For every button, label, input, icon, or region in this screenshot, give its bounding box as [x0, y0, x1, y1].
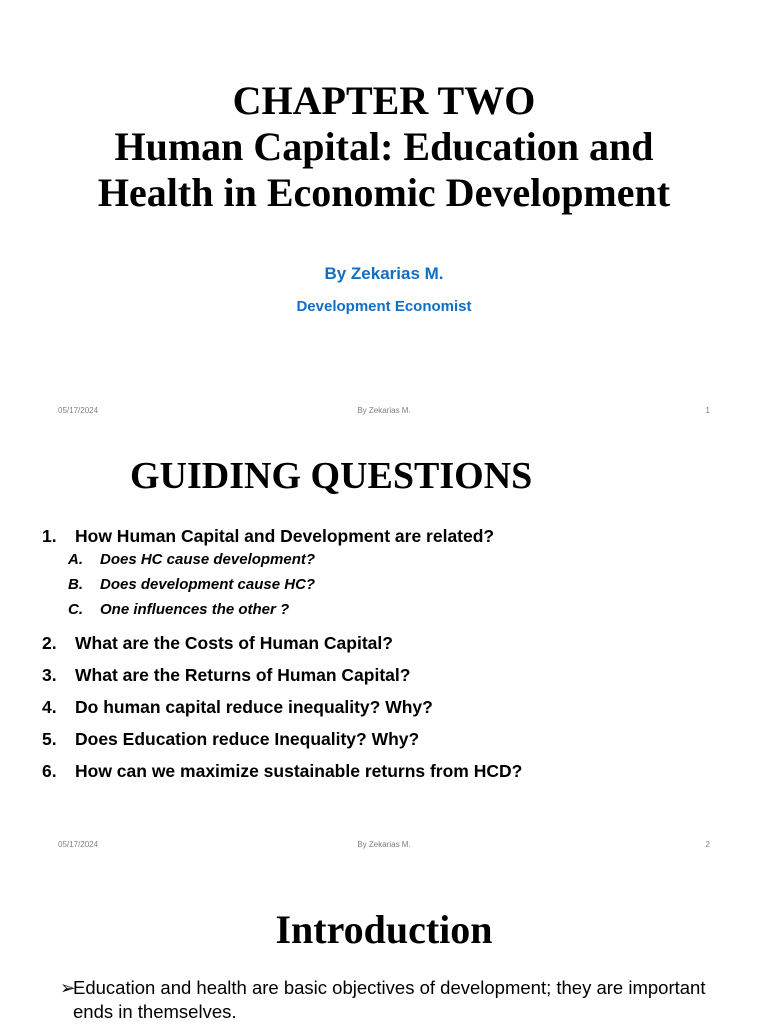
subquestion-item [42, 575, 742, 600]
author-role: Development Economist [296, 298, 472, 315]
title-line-2: Human Capital: Education and [114, 124, 654, 169]
question-text: How Human Capital and Development are related? [75, 526, 495, 546]
subquestion-item [42, 550, 742, 575]
subquestion-letter: A. [68, 551, 83, 568]
question-number: 1. [42, 526, 57, 546]
slide-title [0, 78, 768, 216]
subquestion-text: One influences the other ? [100, 601, 290, 618]
subquestion-letter: C. [68, 601, 83, 618]
subquestion-text: Does HC cause development? [100, 551, 316, 568]
question-number: 4. [42, 697, 57, 717]
question-text: How can we maximize sustainable returns from HCD? [75, 761, 523, 781]
question-item [42, 631, 742, 663]
bullet-item [60, 976, 720, 1024]
footer-date: 05/17/2024 [58, 840, 99, 849]
slide-2 [0, 432, 768, 864]
question-list [42, 524, 742, 791]
question-number: 5. [42, 729, 57, 749]
question-item [42, 695, 742, 727]
question-text: Do human capital reduce inequality? Why? [75, 697, 433, 717]
bullet-text: Education and health are basic objectives of development; they are important ends in themselves. [73, 977, 706, 1022]
footer-page-number: 1 [705, 406, 710, 415]
author-name: By Zekarias M. [324, 264, 444, 283]
question-item [42, 759, 742, 791]
slide-1 [0, 0, 768, 432]
slide-title: Introduction [275, 907, 493, 952]
subquestion-text: Does development cause HC? [100, 576, 316, 593]
question-number: 3. [42, 665, 57, 685]
slide-3 [0, 864, 768, 1024]
question-text: What are the Costs of Human Capital? [75, 633, 393, 653]
footer-date: 05/17/2024 [58, 406, 99, 415]
slide-title: GUIDING QUESTIONS [130, 455, 533, 497]
subquestion-list [42, 550, 742, 625]
arrow-bullet-icon: ➢ [60, 977, 76, 998]
slide-footer [0, 840, 768, 854]
footer-author: By Zekarias M. [357, 406, 411, 415]
question-number: 6. [42, 761, 57, 781]
subquestion-item [42, 600, 742, 625]
question-text: Does Education reduce Inequality? Why? [75, 729, 420, 749]
footer-author: By Zekarias M. [357, 840, 411, 849]
title-line-3: Health in Economic Development [97, 170, 671, 215]
title-line-1: CHAPTER TWO [232, 78, 536, 123]
question-item [42, 663, 742, 695]
slide-footer [0, 406, 768, 420]
question-number: 2. [42, 633, 57, 653]
footer-page-number: 2 [705, 840, 710, 849]
question-text: What are the Returns of Human Capital? [75, 665, 411, 685]
question-item [42, 727, 742, 759]
subquestion-letter: B. [68, 576, 83, 593]
